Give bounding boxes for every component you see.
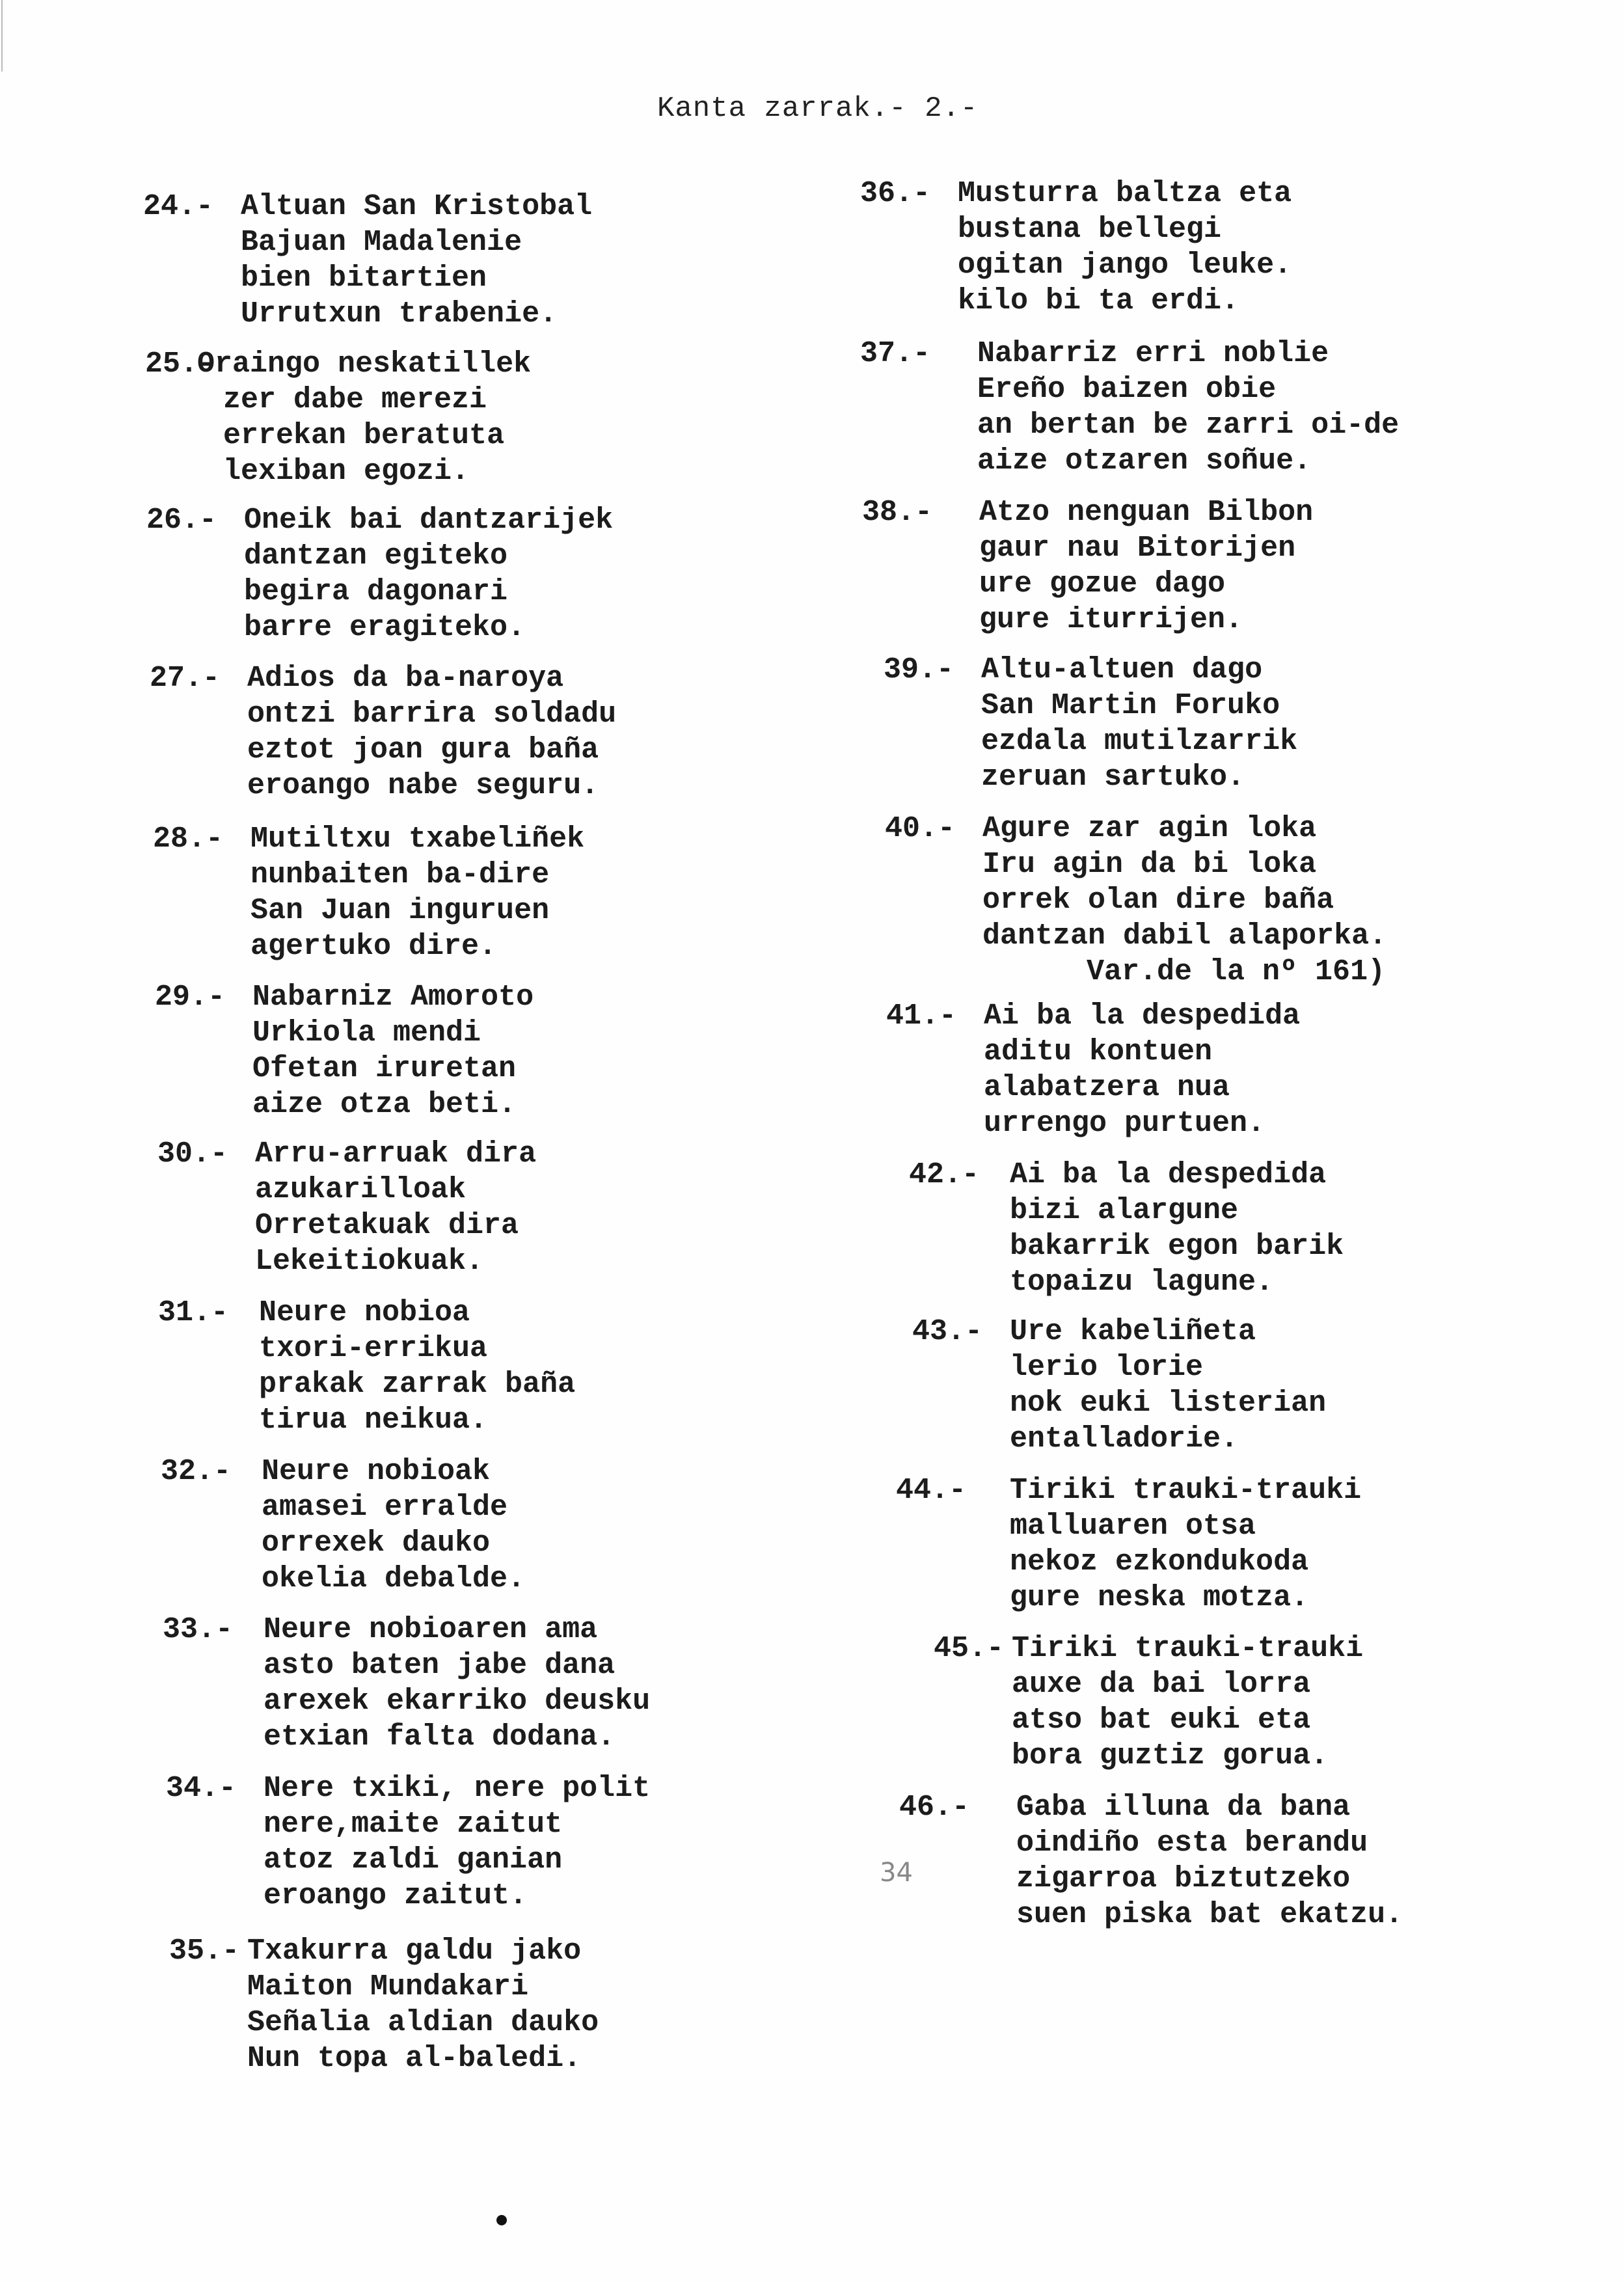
verse-line: dantzan egiteko bbox=[244, 539, 508, 573]
verse-number: 37.- bbox=[860, 337, 931, 370]
verse-number: 36.- bbox=[860, 177, 931, 210]
verse-line: azukarilloak bbox=[255, 1173, 467, 1206]
verse-line: Atzo nenguan Bilbon bbox=[979, 496, 1314, 529]
verse-30 bbox=[157, 1136, 537, 1279]
verse-line: ogitan jango leuke. bbox=[958, 249, 1292, 282]
verse-line: Nere txiki, nere polit bbox=[264, 1772, 651, 1805]
verse-line: alabatzera nua bbox=[984, 1071, 1230, 1104]
verse-number: 25.- bbox=[145, 347, 216, 381]
verse-line: agertuko dire. bbox=[250, 930, 497, 963]
verse-45 bbox=[934, 1631, 1364, 1774]
verse-line: Lekeitiokuak. bbox=[255, 1245, 484, 1278]
verse-number: 24.- bbox=[143, 190, 214, 223]
verse-line: San Martin Foruko bbox=[981, 689, 1280, 722]
margin-rule bbox=[1, 0, 3, 72]
verse-line: Neure nobioaren ama bbox=[264, 1613, 598, 1646]
verse-line: entalladorie. bbox=[1010, 1422, 1239, 1456]
verse-line: kilo bi ta erdi. bbox=[958, 284, 1239, 318]
verse-line: Ereño baizen obie bbox=[977, 373, 1277, 406]
verse-line: ure gozue dago bbox=[979, 567, 1226, 601]
verse-line: zer dabe merezi bbox=[223, 383, 487, 416]
verse-line: Altuan San Kristobal bbox=[241, 190, 593, 223]
verse-39 bbox=[884, 652, 1298, 795]
page-title: Kanta zarrak.- 2.- bbox=[657, 92, 979, 125]
verse-line: Maiton Mundakari bbox=[247, 1970, 529, 2004]
verse-line: arexek ekarriko deusku bbox=[264, 1685, 651, 1718]
verse-line: amasei erralde bbox=[262, 1491, 508, 1524]
verse-line: bakarrik egon barik bbox=[1010, 1230, 1344, 1263]
verse-44 bbox=[896, 1473, 1362, 1616]
verse-line: Ofetan iruretan bbox=[252, 1052, 517, 1085]
verse-line: gure iturrijen. bbox=[979, 603, 1243, 636]
verse-line: Adios da ba-naroya bbox=[247, 662, 564, 695]
verse-line: Urrutxun trabenie. bbox=[241, 297, 558, 331]
verse-number: 40.- bbox=[885, 812, 956, 845]
verse-line: orrexek dauko bbox=[262, 1527, 491, 1560]
verse-line: atso bat euki eta bbox=[1012, 1704, 1311, 1737]
verse-line: bora guztiz gorua. bbox=[1012, 1739, 1329, 1773]
verse-number: 29.- bbox=[155, 981, 226, 1014]
verse-number: 32.- bbox=[161, 1455, 232, 1488]
verse-number: 46.- bbox=[899, 1791, 970, 1824]
verse-29 bbox=[155, 979, 534, 1122]
verse-26 bbox=[146, 502, 614, 645]
verse-line: Iru agin da bi loka bbox=[982, 848, 1317, 881]
verse-line: aize otzaren soñue. bbox=[977, 444, 1312, 478]
verse-line: an bertan be zarri oi-de bbox=[977, 409, 1400, 442]
verse-line: urrengo purtuen. bbox=[984, 1107, 1265, 1140]
verse-number: 39.- bbox=[884, 653, 954, 686]
verse-line: etxian falta dodana. bbox=[264, 1720, 616, 1754]
verse-number: 26.- bbox=[146, 504, 217, 537]
verse-line: malluaren otsa bbox=[1010, 1510, 1256, 1543]
verse-line: Oneik bai dantzarijek bbox=[244, 504, 614, 537]
verse-line: eroango nabe seguru. bbox=[247, 769, 599, 802]
verse-line: Altu-altuen dago bbox=[981, 653, 1263, 686]
verse-line: gure neska motza. bbox=[1010, 1581, 1309, 1614]
verse-41 bbox=[886, 998, 1301, 1141]
page-dot bbox=[496, 2215, 507, 2225]
verse-line: prakak zarrak baña bbox=[259, 1368, 576, 1401]
verse-number: 34.- bbox=[166, 1772, 237, 1805]
verse-33 bbox=[163, 1612, 651, 1755]
verse-line: Urkiola mendi bbox=[252, 1016, 481, 1050]
verse-line: atoz zaldi ganian bbox=[264, 1843, 563, 1877]
verse-25 bbox=[145, 346, 532, 489]
verse-36 bbox=[860, 176, 1292, 319]
verse-line: tirua neikua. bbox=[259, 1404, 488, 1437]
verse-line: barre eragiteko. bbox=[244, 611, 526, 644]
pencil-annotation: 34 bbox=[880, 1858, 913, 1888]
verse-line: eztot joan gura baña bbox=[247, 733, 599, 767]
verse-line: Ure kabeliñeta bbox=[1010, 1315, 1256, 1348]
verse-line: Gaba illuna da bana bbox=[1016, 1791, 1351, 1824]
verse-line: ezdala mutilzarrik bbox=[981, 725, 1298, 758]
verse-line: Musturra baltza eta bbox=[958, 177, 1292, 210]
verse-32 bbox=[161, 1454, 526, 1597]
verse-line: zigarroa biztutzeko bbox=[1016, 1862, 1351, 1895]
verse-line: Mutiltxu txabeliñek bbox=[250, 822, 585, 856]
verse-number: 30.- bbox=[157, 1137, 228, 1171]
verse-24 bbox=[143, 189, 593, 332]
verse-line: Ai ba la despedida bbox=[1010, 1158, 1327, 1191]
verse-line: nok euki listerian bbox=[1010, 1387, 1327, 1420]
verse-28 bbox=[153, 821, 585, 964]
verse-number: 27.- bbox=[150, 662, 221, 695]
verse-number: 42.- bbox=[909, 1158, 980, 1191]
verse-line: oindiño esta berandu bbox=[1016, 1827, 1368, 1860]
verse-line: topaizu lagune. bbox=[1010, 1266, 1274, 1299]
verse-number: 41.- bbox=[886, 999, 957, 1033]
verse-line: Arru-arruak dira bbox=[255, 1137, 537, 1171]
verse-27 bbox=[150, 660, 617, 804]
verse-line: Oraingo neskatillek bbox=[197, 347, 532, 381]
verse-line: lexiban egozi. bbox=[223, 455, 470, 488]
verse-line: Neure nobioa bbox=[259, 1296, 470, 1329]
verse-line: Neure nobioak bbox=[262, 1455, 491, 1488]
verse-line: Bajuan Madalenie bbox=[241, 226, 522, 259]
verse-line: lerio lorie bbox=[1010, 1351, 1204, 1384]
verse-note: Var.de la nº 161) bbox=[1087, 955, 1386, 988]
verse-34 bbox=[166, 1771, 651, 1914]
verse-line: Nabarriz erri noblie bbox=[977, 337, 1329, 370]
verse-number: 35.- bbox=[169, 1935, 240, 1968]
verse-line: asto baten jabe dana bbox=[264, 1649, 616, 1682]
verse-line: okelia debalde. bbox=[262, 1562, 526, 1596]
verse-line: eroango zaitut. bbox=[264, 1879, 528, 1912]
verse-line: aize otza beti. bbox=[252, 1088, 517, 1121]
verse-line: bizi alargune bbox=[1010, 1194, 1239, 1227]
verse-line: San Juan inguruen bbox=[250, 894, 550, 927]
verse-line: nere,maite zaitut bbox=[264, 1808, 563, 1841]
verse-line: Orretakuak dira bbox=[255, 1209, 519, 1242]
verse-line: Señalia aldian dauko bbox=[247, 2006, 599, 2039]
verse-line: bien bitartien bbox=[241, 262, 487, 295]
verse-number: 43.- bbox=[912, 1315, 983, 1348]
verse-line: suen piska bat ekatzu. bbox=[1016, 1898, 1403, 1931]
verse-line: nunbaiten ba-dire bbox=[250, 858, 550, 891]
verse-line: Agure zar agin loka bbox=[982, 812, 1317, 845]
verse-43 bbox=[912, 1314, 1327, 1457]
verse-42 bbox=[909, 1157, 1344, 1300]
verse-31 bbox=[158, 1295, 576, 1438]
verse-line: Tiriki trauki-trauki bbox=[1012, 1632, 1364, 1665]
verse-line: errekan beratuta bbox=[223, 419, 505, 452]
verse-line: aditu kontuen bbox=[984, 1035, 1213, 1068]
verse-number: 31.- bbox=[158, 1296, 229, 1329]
verse-line: begira dagonari bbox=[244, 575, 508, 608]
verse-number: 44.- bbox=[896, 1474, 967, 1507]
verse-line: zeruan sartuko. bbox=[981, 761, 1245, 794]
verse-number: 45.- bbox=[934, 1632, 1005, 1665]
verse-line: ontzi barrira soldadu bbox=[247, 698, 617, 731]
verse-line: auxe da bai lorra bbox=[1012, 1668, 1311, 1701]
verse-line: dantzan dabil alaporka. bbox=[982, 919, 1387, 953]
verse-40 bbox=[885, 811, 1387, 990]
verse-number: 28.- bbox=[153, 822, 224, 856]
verse-35 bbox=[169, 1933, 599, 2076]
verse-line: Nabarniz Amoroto bbox=[252, 981, 534, 1014]
verse-line: Ai ba la despedida bbox=[984, 999, 1301, 1033]
verse-line: gaur nau Bitorijen bbox=[979, 532, 1296, 565]
verse-line: Nun topa al-baledi. bbox=[247, 2042, 582, 2075]
verse-number: 38.- bbox=[862, 496, 933, 529]
verse-46 bbox=[899, 1789, 1403, 1933]
verse-line: Txakurra galdu jako bbox=[247, 1935, 582, 1968]
verse-line: bustana bellegi bbox=[958, 213, 1222, 246]
verse-line: orrek olan dire baña bbox=[982, 884, 1334, 917]
verse-line: txori-errikua bbox=[259, 1332, 488, 1365]
verse-number: 33.- bbox=[163, 1613, 234, 1646]
verse-38 bbox=[862, 495, 1314, 638]
verse-line: nekoz ezkondukoda bbox=[1010, 1545, 1309, 1579]
verse-line: Tiriki trauki-trauki bbox=[1010, 1474, 1362, 1507]
verse-37 bbox=[860, 336, 1400, 479]
